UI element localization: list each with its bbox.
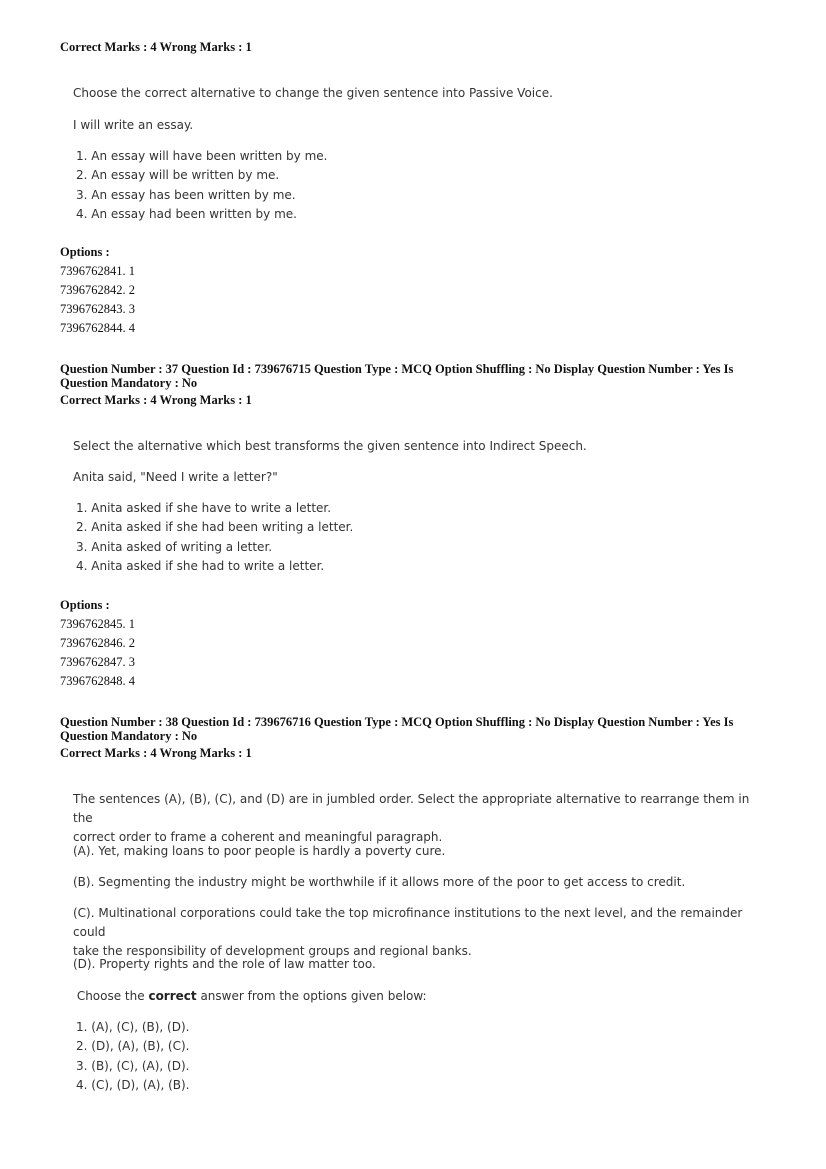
q38-choose-prefix: Choose the — [73, 989, 149, 1003]
q36-instruction: Choose the correct alternative to change the given sentence into Passive Voice. — [73, 86, 553, 100]
q37-header-line-2: Question Mandatory : No — [60, 376, 198, 390]
q38-sentence-c-line-1: (C). Multinational corporations could take the top microfinance institutions to the next level, and the remainder could — [73, 906, 743, 939]
q38-choice-3: 3. (B), (C), (A), (D). — [76, 1058, 190, 1073]
q36-option-id-4: 7396762844. 4 — [60, 321, 135, 335]
q36-marks — [60, 40, 760, 54]
q36-marks-text: Correct Marks : 4 Wrong Marks : 1 — [60, 40, 252, 54]
q38-instruction — [73, 790, 753, 847]
q37-option-id-1: 7396762845. 1 — [60, 617, 135, 631]
q38-sentence-a: (A). Yet, making loans to poor people is hardly a poverty cure. — [73, 844, 446, 858]
q37-choice-4: 4. Anita asked if she had to write a letter. — [76, 558, 325, 573]
q36-choice-2: 2. An essay will be written by me. — [76, 168, 280, 183]
q36-options-label: Options : — [60, 245, 110, 259]
q36-option-id-2: 7396762842. 2 — [60, 283, 135, 297]
q37-option-id-2: 7396762846. 2 — [60, 636, 135, 650]
q36-sentence: I will write an essay. — [73, 118, 194, 132]
q38-choice-2: 2. (D), (A), (B), (C). — [76, 1039, 190, 1054]
q38-sentence-d: (D). Property rights and the role of law matter too. — [73, 957, 376, 971]
q38-choice-list — [76, 1018, 189, 1095]
q38-header-line-1: Question Number : 38 Question Id : 739676716 Question Type : MCQ Option Shuffling : No Display Question Number : Yes Is — [60, 715, 734, 729]
q36-choice-1: 1. An essay will have been written by me. — [76, 149, 328, 163]
q37-choice-3: 3. Anita asked of writing a letter. — [76, 539, 273, 554]
q36-choice-4: 4. An essay had been written by me. — [76, 206, 297, 221]
q38-choice-4: 4. (C), (D), (A), (B). — [76, 1077, 190, 1092]
q38-choose-strong: correct — [148, 989, 197, 1003]
q38-header-line-2: Question Mandatory : No — [60, 729, 198, 743]
q38-sentence-c — [73, 904, 753, 961]
q38-choose-prompt — [73, 987, 753, 1006]
q38-header — [60, 715, 760, 760]
q38-sentence-c-line-2: take the responsibility of development groups and regional banks. — [73, 944, 472, 958]
q37-choice-2: 2. Anita asked if she had been writing a letter. — [76, 520, 354, 535]
q36-option-id-list — [60, 262, 135, 338]
q37-choice-list — [76, 499, 353, 576]
q36-choice-3: 3. An essay has been written by me. — [76, 187, 296, 202]
q37-header — [60, 362, 760, 407]
q38-choose-suffix: answer from the options given below: — [196, 989, 427, 1003]
q36-option-id-1: 7396762841. 1 — [60, 264, 135, 278]
q37-instruction: Select the alternative which best transforms the given sentence into Indirect Speech. — [73, 439, 587, 453]
q37-sentence: Anita said, "Need I write a letter?" — [73, 470, 278, 484]
q37-choice-1: 1. Anita asked if she have to write a letter. — [76, 501, 332, 515]
q37-option-id-4: 7396762848. 4 — [60, 674, 135, 688]
q36-choice-list — [76, 147, 327, 224]
q37-marks: Correct Marks : 4 Wrong Marks : 1 — [60, 393, 252, 407]
q37-option-id-3: 7396762847. 3 — [60, 655, 135, 669]
q38-instruction-line-1: The sentences (A), (B), (C), and (D) are in jumbled order. Select the appropriate alternative to rearrange them in the — [73, 792, 750, 825]
q38-sentence-b: (B). Segmenting the industry might be worthwhile if it allows more of the poor to get access to credit. — [73, 875, 686, 889]
q38-marks: Correct Marks : 4 Wrong Marks : 1 — [60, 746, 252, 760]
q36-option-id-3: 7396762843. 3 — [60, 302, 135, 316]
q37-option-id-list — [60, 615, 135, 691]
q38-choice-1: 1. (A), (C), (B), (D). — [76, 1020, 190, 1034]
q37-header-line-1: Question Number : 37 Question Id : 739676715 Question Type : MCQ Option Shuffling : No Display Question Number : Yes Is — [60, 362, 734, 376]
q38-instruction-line-2: correct order to frame a coherent and meaningful paragraph. — [73, 830, 443, 844]
q37-options-label: Options : — [60, 598, 110, 612]
